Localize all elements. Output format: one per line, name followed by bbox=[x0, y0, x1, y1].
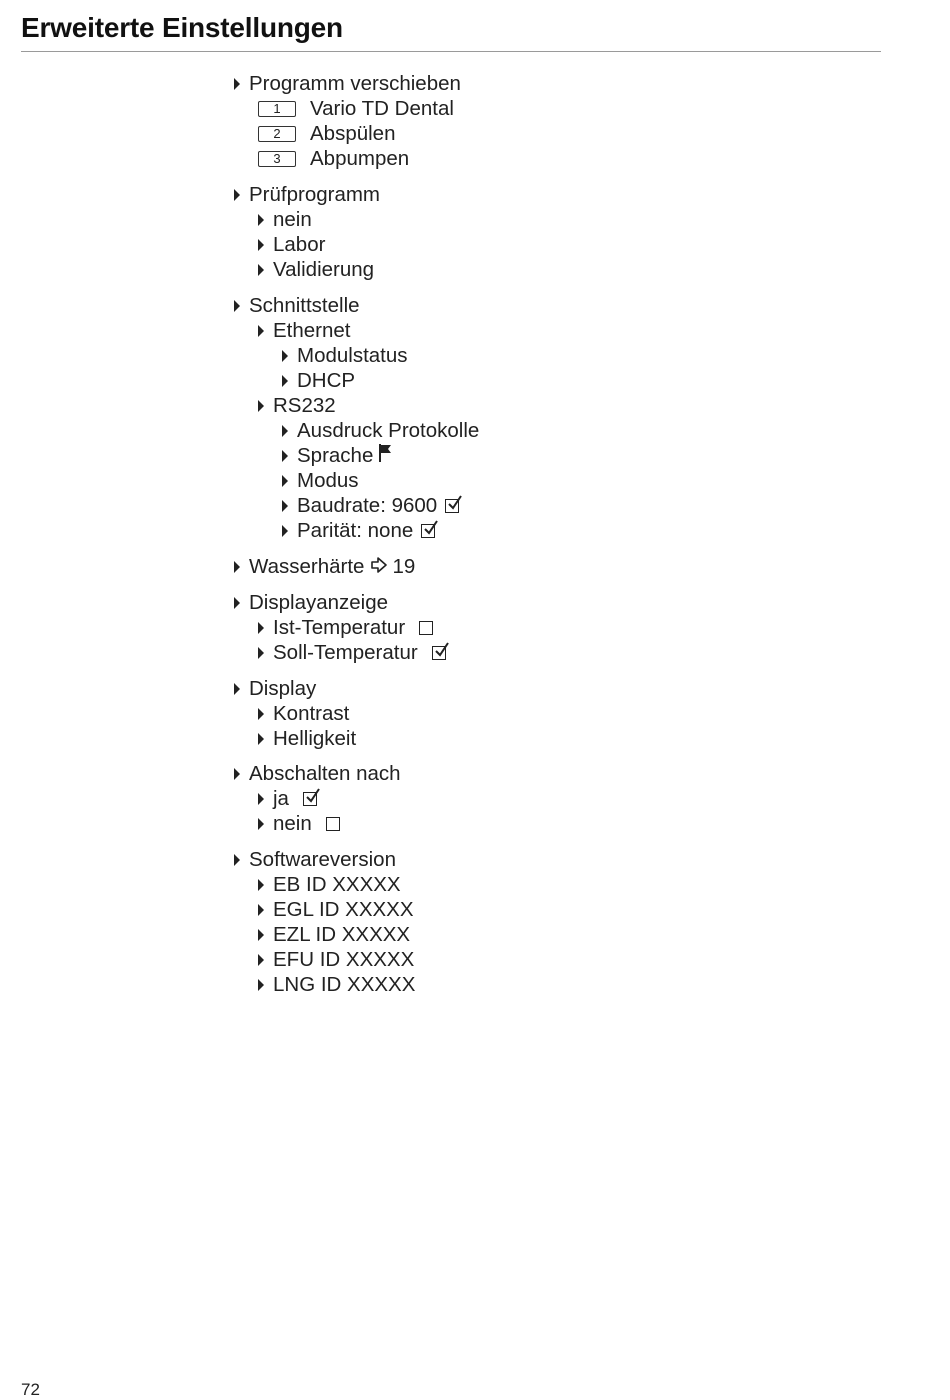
menu-item-schnittstelle bbox=[234, 293, 360, 318]
menu-item-label: Display bbox=[249, 677, 317, 700]
arrow-right-icon bbox=[234, 300, 240, 312]
arrow-right-icon bbox=[282, 525, 288, 537]
checkbox-checked-icon bbox=[303, 792, 317, 806]
submenu-item bbox=[258, 701, 349, 726]
submenu-item-label: LNG ID XXXXX bbox=[273, 973, 416, 996]
arrow-right-icon bbox=[234, 854, 240, 866]
submenu-item bbox=[258, 872, 401, 897]
submenu-item-label: Parität: none bbox=[297, 519, 414, 542]
submenu-item bbox=[282, 418, 479, 443]
submenu-item-label: Modus bbox=[297, 469, 359, 492]
arrow-right-icon bbox=[258, 214, 264, 226]
submenu-item-label: EFU ID XXXXX bbox=[273, 948, 415, 971]
menu-item-label: Wasserhärte bbox=[249, 555, 365, 578]
checkbox-empty-icon bbox=[326, 817, 340, 831]
submenu-item bbox=[282, 443, 392, 468]
submenu-item bbox=[282, 343, 408, 368]
submenu-item-rs232 bbox=[258, 393, 336, 418]
submenu-item bbox=[282, 368, 355, 393]
title-divider bbox=[21, 51, 881, 52]
submenu-item-label: Helligkeit bbox=[273, 727, 357, 750]
arrow-right-icon bbox=[258, 239, 264, 251]
key-number-box: 3 bbox=[258, 151, 296, 167]
arrow-right-icon bbox=[282, 450, 288, 462]
submenu-item bbox=[258, 811, 340, 836]
page-title: Erweiterte Einstellungen bbox=[21, 12, 343, 43]
submenu-item-label: RS232 bbox=[273, 394, 336, 417]
arrow-right-icon bbox=[258, 929, 264, 941]
menu-item-label: Schnittstelle bbox=[249, 294, 360, 317]
key-number-box: 1 bbox=[258, 101, 296, 117]
submenu-item-label: nein bbox=[273, 208, 312, 231]
menu-item-label: Softwareversion bbox=[249, 848, 396, 871]
checkbox-checked-icon bbox=[445, 499, 459, 513]
menu-item-abschalten-nach bbox=[234, 761, 401, 786]
submenu-item bbox=[258, 207, 312, 232]
arrow-right-icon bbox=[258, 400, 264, 412]
submenu-item-label: EGL ID XXXXX bbox=[273, 898, 414, 921]
key-number-box: 2 bbox=[258, 126, 296, 142]
submenu-item bbox=[258, 232, 325, 257]
submenu-item-label: Labor bbox=[273, 233, 326, 256]
submenu-item bbox=[258, 922, 410, 947]
arrow-right-icon bbox=[258, 793, 264, 805]
program-slot-label: Vario TD Dental bbox=[310, 97, 454, 120]
submenu-item-label: nein bbox=[273, 812, 312, 835]
water-hardness-value: 19 bbox=[392, 555, 416, 578]
submenu-item bbox=[282, 468, 359, 493]
program-slot-label: Abpumpen bbox=[310, 147, 410, 170]
arrow-right-icon bbox=[234, 768, 240, 780]
submenu-item bbox=[258, 897, 414, 922]
submenu-item-ethernet bbox=[258, 318, 351, 343]
arrow-right-icon bbox=[258, 708, 264, 720]
arrow-right-icon bbox=[258, 264, 264, 276]
submenu-item-label: Ist-Temperatur bbox=[273, 616, 406, 639]
menu-item-label: Prüfprogramm bbox=[249, 183, 381, 206]
arrow-right-icon bbox=[258, 979, 264, 991]
arrow-right-icon bbox=[282, 350, 288, 362]
checkbox-checked-icon bbox=[432, 646, 446, 660]
arrow-right-icon bbox=[282, 475, 288, 487]
checkbox-empty-icon bbox=[419, 621, 433, 635]
arrow-right-icon bbox=[234, 597, 240, 609]
arrow-pointer-icon bbox=[371, 554, 387, 579]
arrow-right-icon bbox=[258, 954, 264, 966]
program-slot-2 bbox=[258, 121, 395, 146]
arrow-right-icon bbox=[282, 375, 288, 387]
arrow-right-icon bbox=[258, 325, 264, 337]
submenu-item bbox=[282, 518, 435, 543]
checkbox-checked-icon bbox=[421, 524, 435, 538]
arrow-right-icon bbox=[234, 78, 240, 90]
arrow-right-icon bbox=[234, 683, 240, 695]
arrow-right-icon bbox=[282, 500, 288, 512]
submenu-item bbox=[258, 972, 415, 997]
submenu-item-label: Kontrast bbox=[273, 702, 350, 725]
arrow-right-icon bbox=[234, 189, 240, 201]
menu-item-programm-verschieben bbox=[234, 71, 461, 96]
arrow-right-icon bbox=[282, 425, 288, 437]
menu-item-label: Programm verschieben bbox=[249, 72, 461, 95]
submenu-item bbox=[258, 640, 446, 665]
arrow-right-icon bbox=[258, 818, 264, 830]
program-slot-1 bbox=[258, 96, 454, 121]
submenu-item-label: EZL ID XXXXX bbox=[273, 923, 411, 946]
submenu-item-label: Sprache bbox=[297, 444, 374, 467]
arrow-right-icon bbox=[258, 879, 264, 891]
menu-item-softwareversion bbox=[234, 847, 396, 872]
menu-item-label: Displayanzeige bbox=[249, 591, 389, 614]
menu-item-display bbox=[234, 676, 316, 701]
submenu-item-label: Ethernet bbox=[273, 319, 351, 342]
arrow-right-icon bbox=[258, 733, 264, 745]
submenu-item-label: Soll-Temperatur bbox=[273, 641, 418, 664]
arrow-right-icon bbox=[234, 561, 240, 573]
menu-item-displayanzeige bbox=[234, 590, 388, 615]
submenu-item bbox=[258, 786, 317, 811]
page-number: 72 bbox=[21, 1380, 40, 1399]
submenu-item bbox=[258, 615, 433, 640]
submenu-item bbox=[258, 257, 374, 282]
submenu-item-label: DHCP bbox=[297, 369, 356, 392]
program-slot-3 bbox=[258, 146, 409, 171]
arrow-right-icon bbox=[258, 647, 264, 659]
program-slot-label: Abspülen bbox=[310, 122, 396, 145]
flag-icon bbox=[378, 443, 392, 469]
arrow-right-icon bbox=[258, 622, 264, 634]
submenu-item-label: Baudrate: 9600 bbox=[297, 494, 438, 517]
submenu-item bbox=[282, 493, 459, 518]
submenu-item-label: ja bbox=[273, 787, 289, 810]
submenu-item-label: Validierung bbox=[273, 258, 375, 281]
submenu-item-label: EB ID XXXXX bbox=[273, 873, 401, 896]
menu-item-pruefprogramm bbox=[234, 182, 380, 207]
submenu-item-label: Ausdruck Protokolle bbox=[297, 419, 480, 442]
menu-item-label: Abschalten nach bbox=[249, 762, 401, 785]
menu-item-wasserhaerte bbox=[234, 554, 415, 579]
submenu-item bbox=[258, 947, 414, 972]
arrow-right-icon bbox=[258, 904, 264, 916]
submenu-item-label: Modulstatus bbox=[297, 344, 408, 367]
submenu-item bbox=[258, 726, 356, 751]
